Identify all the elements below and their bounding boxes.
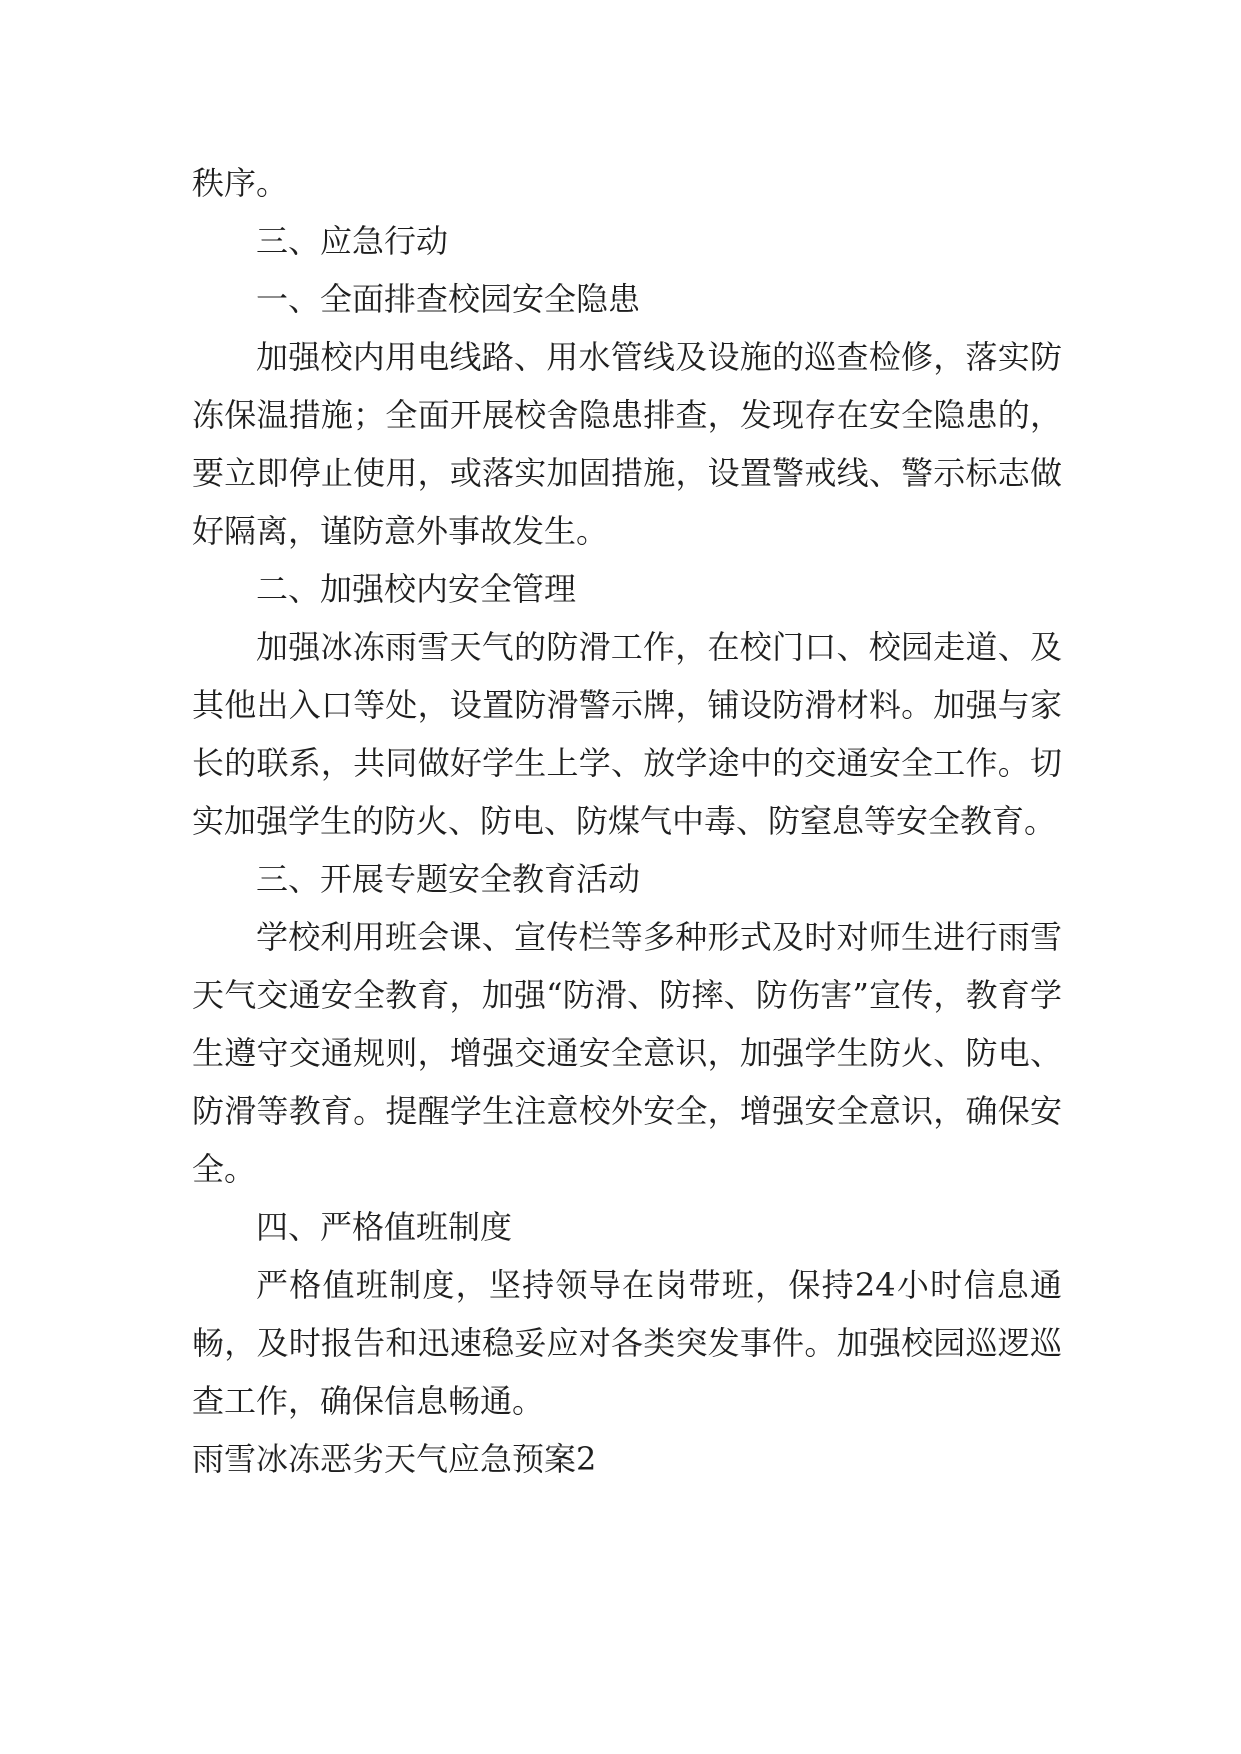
- paragraph-duty-system: 严格值班制度，坚持领导在岗带班，保持24小时信息通畅，及时报告和迅速稳妥应对各类突发事件。加强校园巡逻巡查工作，确保信息畅通。: [192, 1266, 1062, 1420]
- paragraph-hazard-inspection: 加强校内用电线路、用水管线及设施的巡查检修，落实防冻保温措施；全面开展校舍隐患排查，发现存在安全隐患的，要立即停止使用，或落实加固措施，设置警戒线、警示标志做好隔离，谨防意外事故发生。: [192, 338, 1062, 550]
- subheading-safety-education: 三、开展专题安全教育活动: [256, 860, 641, 898]
- paragraph-continued: 秩序。: [192, 164, 289, 202]
- paragraph-safety-management: 加强冰冻雨雪天气的防滑工作，在校门口、校园走道、及其他出入口等处，设置防滑警示牌，铺设防滑材料。加强与家长的联系，共同做好学生上学、放学途中的交通安全工作。切实加强学生的防火、防电、防煤气中毒、防窒息等安全教育。: [192, 628, 1062, 840]
- section-heading-emergency-actions: 三、应急行动: [256, 222, 449, 260]
- paragraph-safety-education: 学校利用班会课、宣传栏等多种形式及时对师生进行雨雪天气交通安全教育，加强“防滑、防摔、防伤害”宣传，教育学生遵守交通规则，增强交通安全意识，加强学生防火、防电、防滑等教育。提醒学生注意校外安全，增强安全意识，确保安全。: [192, 918, 1062, 1188]
- document-body: [192, 154, 1062, 1488]
- next-document-title: 雨雪冰冻恶劣天气应急预案2: [192, 1440, 597, 1478]
- subheading-safety-management: 二、加强校内安全管理: [256, 570, 577, 608]
- subheading-duty-system: 四、严格值班制度: [256, 1208, 513, 1246]
- subheading-hazard-inspection: 一、全面排查校园安全隐患: [256, 280, 641, 318]
